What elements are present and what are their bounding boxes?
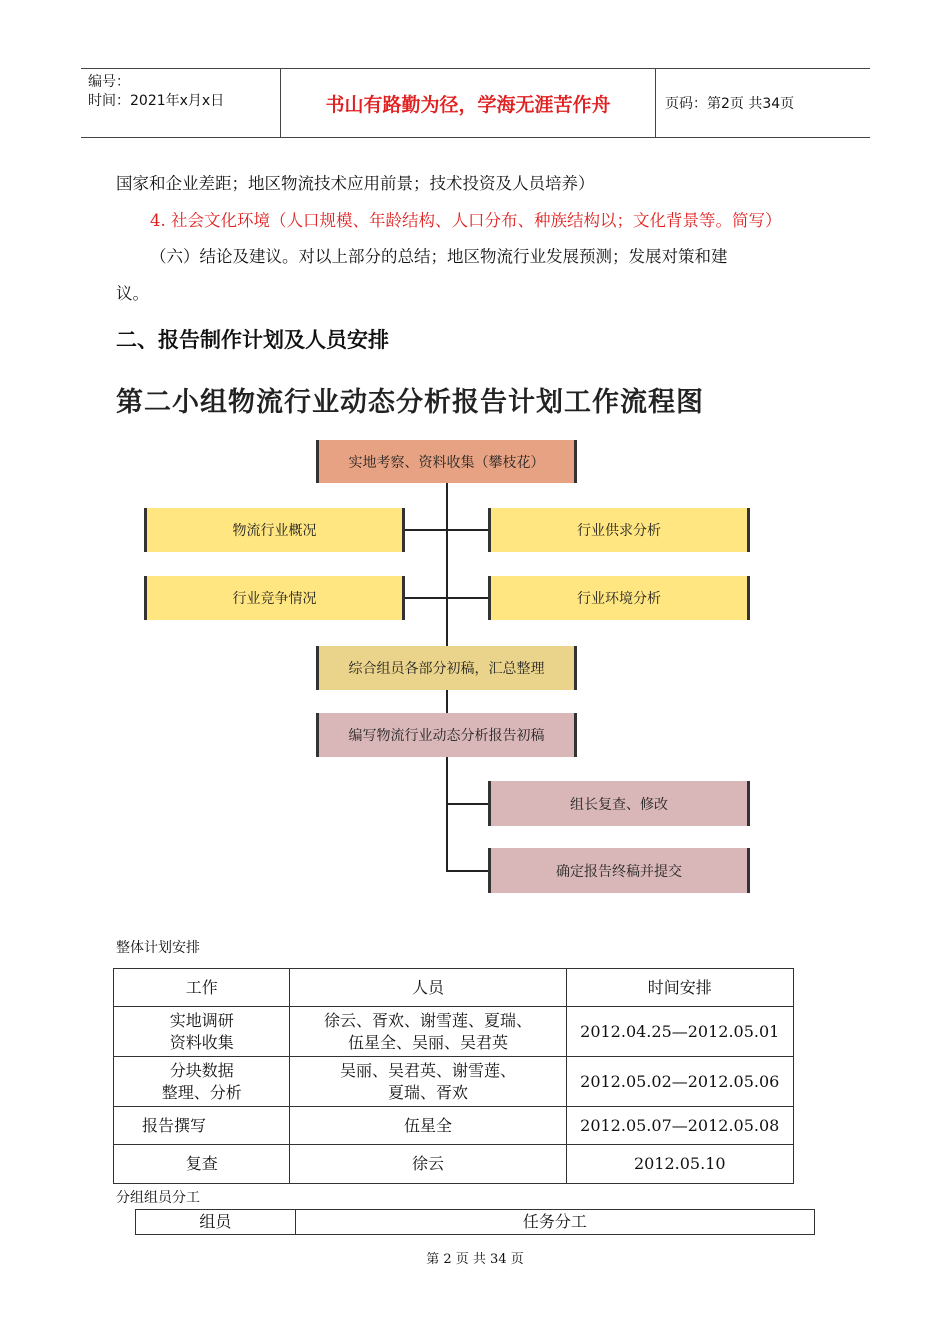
body-line-3: （六）结论及建议。对以上部分的总结；地区物流行业发展预测；发展对策和建	[150, 247, 728, 266]
time-cell: 2012.05.07—2012.05.08	[566, 1107, 794, 1145]
flow-left-2: 行业竞争情况	[144, 576, 405, 620]
time-cell: 2012.04.25—2012.05.01	[566, 1007, 794, 1057]
plan-table	[113, 968, 794, 1184]
flow-step-draft: 编写物流行业动态分析报告初稿	[316, 713, 577, 757]
table-header-row	[136, 1210, 815, 1235]
table-header-row	[114, 969, 794, 1007]
plan-table-caption: 整体计划安排	[116, 940, 200, 956]
body-line-4: 议。	[116, 284, 149, 303]
flow-review: 组长复查、修改	[488, 781, 750, 826]
task-cell	[114, 1057, 290, 1107]
flow-right-1: 行业供求分析	[488, 508, 750, 552]
people-text: 伍星全、吴丽、吴君英	[347, 1032, 508, 1052]
flow-step-merge: 综合组员各部分初稿，汇总整理	[316, 646, 577, 690]
flow-final: 确定报告终稿并提交	[488, 848, 750, 893]
header-page-info: 页码：第2页 共34页	[665, 96, 795, 112]
connector-row-1	[403, 529, 491, 531]
body-line-2: 4. 社会文化环境（人口规模、年龄结构、人口分布、种族结构以；文化背景等。简写）	[150, 211, 782, 230]
table-row	[114, 1057, 794, 1107]
table-row	[114, 1107, 794, 1145]
people-text: 夏瑞、胥欢	[387, 1082, 468, 1102]
people-cell: 伍星全	[290, 1107, 566, 1145]
time-label: 时间：2021年x月x日	[88, 93, 225, 109]
people-cell	[290, 1007, 566, 1057]
task-text: 整理、分析	[161, 1082, 242, 1102]
header-cell-assignment: 任务分工	[295, 1210, 814, 1235]
people-text: 吴丽、吴君英、谢雪莲、	[339, 1060, 516, 1080]
flowchart-title: 第二小组物流行业动态分析报告计划工作流程图	[116, 387, 704, 418]
number-label: 编号：	[88, 74, 130, 90]
page-footer: 第 2 页 共 34 页	[426, 1252, 524, 1267]
table-row	[114, 1007, 794, 1057]
body-line-1: 国家和企业差距；地区物流技术应用前景；技术投资及人员培养）	[116, 174, 595, 193]
task-text: 分块数据	[169, 1060, 234, 1080]
task-cell: 报告撰写	[114, 1107, 290, 1145]
people-text: 徐云、胥欢、谢雪莲、夏瑞、	[323, 1010, 532, 1030]
connector-trunk	[446, 482, 448, 648]
section-heading: 二、报告制作计划及人员安排	[116, 328, 389, 352]
connector-branch	[446, 756, 448, 871]
table-row	[114, 1145, 794, 1184]
header-meta	[81, 69, 281, 137]
people-cell: 徐云	[290, 1145, 566, 1184]
task-cell: 复查	[114, 1145, 290, 1184]
page-header	[81, 68, 870, 138]
task-cell	[114, 1007, 290, 1057]
time-cell: 2012.05.10	[566, 1145, 794, 1184]
header-cell-people: 人员	[290, 969, 566, 1007]
connector-final	[446, 870, 490, 872]
time-cell: 2012.05.02—2012.05.06	[566, 1057, 794, 1107]
header-cell-member: 组员	[136, 1210, 296, 1235]
header-cell-time: 时间安排	[566, 969, 794, 1007]
flow-step-start: 实地考察、资料收集（攀枝花）	[316, 440, 577, 483]
flow-right-2: 行业环境分析	[488, 576, 750, 620]
task-text: 实地调研	[169, 1010, 234, 1030]
flow-left-1: 物流行业概况	[144, 508, 405, 552]
connector-merge-draft	[446, 689, 448, 713]
division-table-caption: 分组组员分工	[116, 1190, 200, 1206]
people-cell	[290, 1057, 566, 1107]
connector-row-2	[403, 597, 491, 599]
header-cell-task: 工作	[114, 969, 290, 1007]
division-table	[135, 1209, 815, 1235]
connector-review	[446, 803, 490, 805]
task-text: 资料收集	[169, 1032, 234, 1052]
header-motto: 书山有路勤为径，学海无涯苦作舟	[281, 69, 656, 137]
